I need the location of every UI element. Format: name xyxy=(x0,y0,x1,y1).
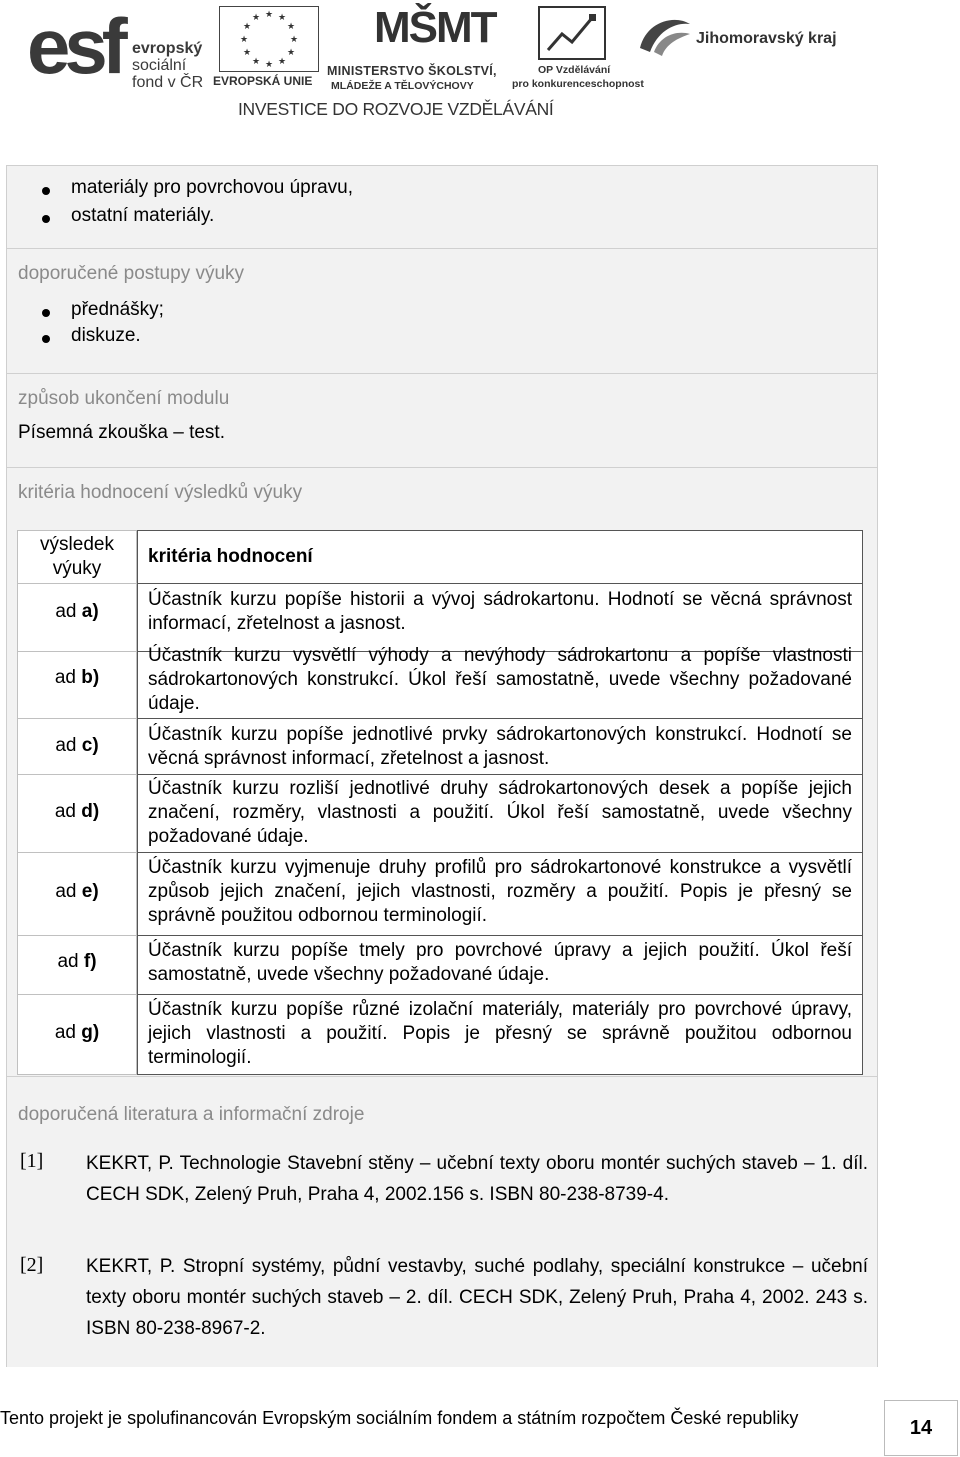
criteria-col2-header: kritéria hodnocení xyxy=(148,546,313,567)
investice-slogan: INVESTICE DO ROZVOJE VZDĚLÁVÁNÍ xyxy=(238,99,554,119)
svg-text:★: ★ xyxy=(264,9,274,19)
page-number: 14 xyxy=(884,1400,958,1456)
eu-logo-label: EVROPSKÁ UNIE xyxy=(213,74,313,88)
criteria-row-text-b: Účastník kurzu vysvětlí výhody a nevýhody sádrokartonu a popíše vlastnosti sádrokartonových konstrukcí. Úkol řeší samostatně, uvede všechny požadované údaje. xyxy=(148,645,852,714)
criteria-row-text-f: Účastník kurzu popíše tmely pro povrchové úpravy a jejich použití. Úkol řeší samostatně, uvede všechny požadované údaje. xyxy=(148,940,852,985)
svg-text:★: ★ xyxy=(251,12,261,22)
op-logo-icon xyxy=(538,6,606,60)
svg-text:★: ★ xyxy=(286,21,296,31)
bullet-icon xyxy=(42,215,50,223)
criteria-col1-header: výsledek výuky xyxy=(40,534,114,579)
bullet-icon xyxy=(42,187,50,195)
eu-logo xyxy=(213,6,325,86)
reference-number: [2] xyxy=(20,1254,44,1276)
op-logo xyxy=(512,6,644,92)
msmt-logo-line2: MLÁDEŽE A TĚLOVÝCHOVY xyxy=(331,80,474,92)
literature-heading: doporučená literatura a informační zdroje xyxy=(18,1104,365,1125)
completion-text: Písemná zkouška – test. xyxy=(18,422,225,443)
svg-text:★: ★ xyxy=(242,47,252,57)
methods-item: diskuze. xyxy=(71,325,141,346)
op-logo-line1: OP Vzdělávání xyxy=(538,64,611,76)
header-logos xyxy=(0,0,960,130)
op-logo-line2: pro konkurenceschopnost xyxy=(512,78,644,90)
criteria-row-label-d: ad d) xyxy=(54,801,100,822)
criteria-row-label-f: ad f) xyxy=(57,951,97,972)
region-logo-label: Jihomoravský kraj xyxy=(696,30,837,47)
svg-text:★: ★ xyxy=(286,47,296,57)
reference-entry: KEKRT, P. Stropní systémy, půdní vestavby, suché podlahy, speciální konstrukce – učební texty oboru montér suchých staveb – 2. díl. CECH SDK, Zelený Pruh, Praha 4, 2002. 243 s. ISBN 80-238-8967-2. xyxy=(86,1256,868,1339)
region-emblem-icon xyxy=(636,14,694,64)
esf-logo xyxy=(27,2,207,92)
esf-logo-mark: esf xyxy=(27,2,122,90)
materials-section xyxy=(7,166,877,249)
criteria-row-label-b: ad b) xyxy=(54,667,100,688)
esf-logo-line2: sociální xyxy=(132,57,187,74)
criteria-table xyxy=(17,530,863,1075)
region-logo xyxy=(636,14,846,74)
svg-text:★: ★ xyxy=(242,21,252,31)
esf-logo-line3: fond v ČR xyxy=(132,74,204,91)
reference-entry: KEKRT, P. Technologie Stavební stěny – učební texty oboru montér suchých staveb – 1. díl. CECH SDK, Zelený Pruh, Praha 4, 2002.156 s. ISBN 80-238-8739-4. xyxy=(86,1153,868,1205)
bullet-icon xyxy=(42,309,50,317)
criteria-heading: kritéria hodnocení výsledků výuky xyxy=(18,482,303,503)
footer-text: Tento projekt je spolufinancován Evropským sociálním fondem a státním rozpočtem České republiky xyxy=(0,1408,799,1428)
materials-item: materiály pro povrchovou úpravu, xyxy=(71,177,353,198)
svg-text:★: ★ xyxy=(289,34,299,44)
reference-number: [1] xyxy=(20,1150,44,1172)
methods-item: přednášky; xyxy=(71,299,164,320)
criteria-row-label-g: ad g) xyxy=(54,1022,100,1043)
criteria-row-text-d: Účastník kurzu rozliší jednotlivé druhy sádrokartonových desek a popíše jejich značení, rozměry, vlastnosti a použití. Úkol řeší samostatně, uvede všechny požadované údaje. xyxy=(148,778,852,847)
criteria-row-text-g: Účastník kurzu popíše různé izolační materiály, materiály pro povrchové úpravy, jejich vlastnosti a použití. Popis je přesný se správně použitou odbornou terminologií. xyxy=(148,999,852,1068)
eu-flag-icon xyxy=(219,6,319,72)
methods-section xyxy=(7,249,877,374)
msmt-logo-line1: MINISTERSTVO ŠKOLSTVÍ, xyxy=(327,64,497,78)
msmt-logo xyxy=(327,4,507,92)
svg-text:★: ★ xyxy=(264,59,274,69)
esf-logo-line1: evropský xyxy=(132,40,203,57)
criteria-row-text-c: Účastník kurzu popíše jednotlivé prvky sádrokartonových konstrukcí. Hodnotí se věcná správnost informací, zřetelnost a jasnost. xyxy=(148,724,852,769)
svg-text:★: ★ xyxy=(277,56,287,66)
svg-text:★: ★ xyxy=(239,34,249,44)
criteria-row-text-a: Účastník kurzu popíše historii a vývoj sádrokartonu. Hodnotí se věcná správnost informací, zřetelnost a jasnost. xyxy=(148,589,852,634)
criteria-row-label-c: ad c) xyxy=(55,735,99,756)
completion-heading: způsob ukončení modulu xyxy=(18,388,230,409)
methods-heading: doporučené postupy výuky xyxy=(18,263,245,284)
bullet-icon xyxy=(42,335,50,343)
criteria-row-label-a: ad a) xyxy=(55,601,99,622)
materials-item: ostatní materiály. xyxy=(71,205,215,226)
criteria-row-text-e: Účastník kurzu vyjmenuje druhy profilů pro sádrokartonové konstrukce a vysvětlí způsob jejich značení, jejich vlastnosti, rozměry a použití. Popis je přesný se správně použitou odbornou terminologií. xyxy=(148,857,852,926)
criteria-row-label-e: ad e) xyxy=(55,881,99,902)
svg-text:★: ★ xyxy=(251,56,261,66)
msmt-logo-mark: MŠMT xyxy=(374,3,496,52)
svg-text:★: ★ xyxy=(277,12,287,22)
completion-section xyxy=(7,374,877,468)
